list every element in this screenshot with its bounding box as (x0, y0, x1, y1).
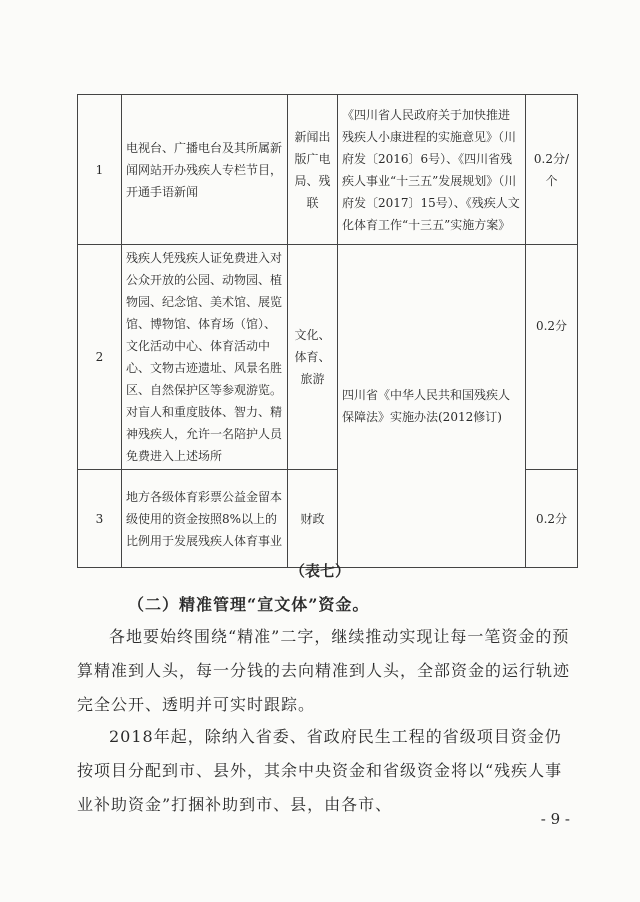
row-department: 文化、体育、旅游 (288, 245, 338, 470)
row-score: 0.2分/个 (526, 95, 578, 245)
row-item: 电视台、广播电台及其所属新闻网站开办残疾人专栏节目，开通手语新闻 (122, 95, 288, 245)
row-number: 1 (78, 95, 122, 245)
table-row (78, 95, 578, 245)
policy-table (77, 94, 578, 568)
row-number: 3 (78, 470, 122, 568)
paragraph: 各地要始终围绕“精准”二字，继续推动实现让每一笔资金的预算精准到人头，每一分钱的去向精准到人头，全部资金的运行轨迹完全公开、透明并可实时跟踪。 (77, 627, 571, 714)
row-basis: 四川省《中华人民共和国残疾人保障法》实施办法(2012修订) (338, 245, 526, 568)
table-row (78, 245, 578, 470)
row-department: 财政 (288, 470, 338, 568)
row-basis: 《四川省人民政府关于加快推进残疾人小康进程的实施意见》（川府发〔2016〕6号）、《四川省残疾人事业“十三五”发展规划》（川府发〔2017〕15号）、《残疾人文化体育工作“十三五”实施方案》 (338, 95, 526, 245)
row-item: 地方各级体育彩票公益金留本级使用的资金按照8%以上的比例用于发展残疾人体育事业 (122, 470, 288, 568)
row-score: 0.2分 (526, 245, 578, 470)
row-number: 2 (78, 245, 122, 470)
row-department: 新闻出版广电局、残联 (288, 95, 338, 245)
row-score: 0.2分 (526, 470, 578, 568)
table-caption: （表七） (289, 562, 350, 580)
paragraph: 2018年起，除纳入省委、省政府民生工程的省级项目资金仍按项目分配到市、县外，其余中央资金和省级资金将以“残疾人事业补助资金”打捆补助到市、县，由各市、 (77, 727, 563, 814)
section-title: （二）精准管理“宣文体”资金。 (128, 595, 370, 614)
row-item: 残疾人凭残疾人证免费进入对公众开放的公园、动物园、植物园、纪念馆、美术馆、展览馆、博物馆、体育场（馆）、文化活动中心、体育活动中心、文物古迹遗址、风景名胜区、自然保护区等参观游览。对盲人和重度肢体、智力、精神残疾人，允许一名陪护人员免费进入上述场所 (122, 245, 288, 470)
page-number: - 9 - (540, 810, 570, 828)
